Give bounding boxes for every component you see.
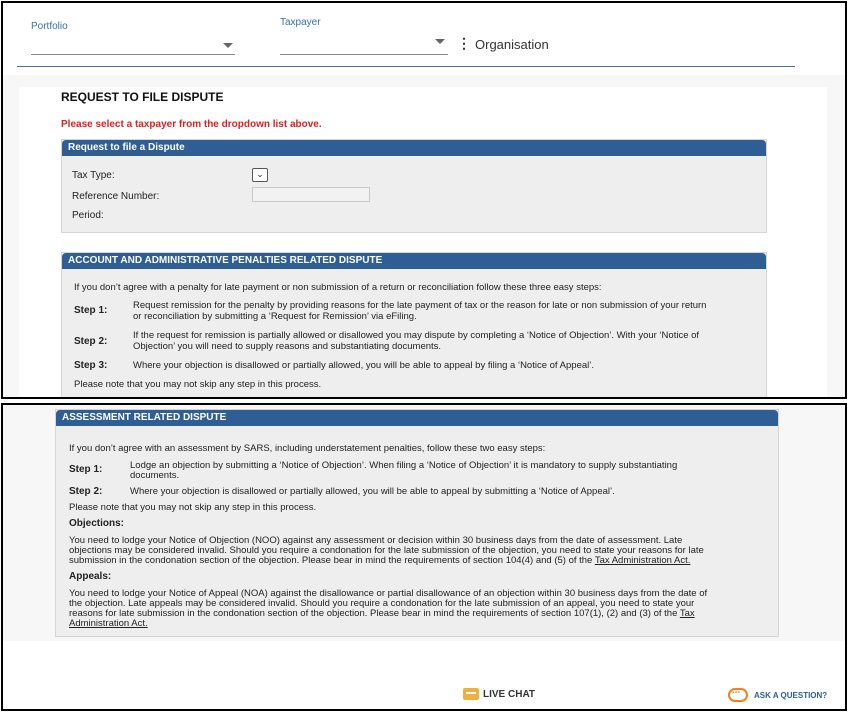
assessment-intro: If you don’t agree with an assessment by SARS, including understatement penalties, follow these two easy steps: (69, 443, 546, 454)
portfolio-dropdown[interactable] (31, 33, 235, 55)
reference-number-input[interactable] (252, 187, 370, 202)
chat-icon (463, 688, 479, 700)
assessment-note: Please note that you may not skip any step in this process. (69, 502, 317, 513)
chevron-down-icon (223, 43, 233, 48)
period-label: Period: (72, 210, 104, 221)
appeals-line-1: You need to lodge your Notice of Appeal (NOA) against the disallowance or partial disallowance of an objection within 30 business days from the date of (69, 588, 708, 599)
header-bar (3, 3, 845, 75)
assessment-step-1-text-cont: documents. (130, 470, 180, 481)
page-title: REQUEST TO FILE DISPUTE (61, 90, 224, 104)
portfolio-underline (31, 54, 235, 55)
reference-number-label: Reference Number: (72, 191, 160, 202)
assessment-step-2-label: Step 2: (69, 486, 103, 497)
tax-type-select[interactable]: ⌄ (252, 168, 268, 182)
speech-bubble-icon (728, 688, 748, 702)
taxpayer-dropdown[interactable] (280, 29, 448, 55)
account-panel-header: ACCOUNT AND ADMINISTRATIVE PENALTIES RELATED DISPUTE (62, 253, 766, 269)
top-frame (1, 1, 847, 399)
request-panel (61, 139, 767, 233)
live-chat-button[interactable] (463, 688, 535, 700)
account-note: Please note that you may not skip any step in this process. (74, 379, 322, 390)
appeals-heading: Appeals: (69, 571, 112, 582)
account-step-3-label: Step 3: (74, 360, 108, 371)
bottom-frame (1, 403, 847, 711)
account-penalties-panel (61, 252, 767, 399)
account-step-1-label: Step 1: (74, 305, 108, 316)
organisation-label[interactable]: Organisation (475, 37, 549, 52)
live-chat-label: LIVE CHAT (483, 688, 536, 700)
account-step-3-text: Where your objection is disallowed or partially allowed, you will be able to appeal by filing a ‘Notice of Appeal’. (133, 360, 595, 371)
appeals-line-3 (69, 608, 695, 619)
objections-line-2: objections may be considered invalid. Should you require a condonation for the late submission of the objection, you need to state your reasons for late (69, 545, 704, 556)
assessment-step-2-text: Where your objection is disallowed or partially allowed, you will be able to appeal by submitting a ‘Notice of Appeal’. (130, 486, 615, 497)
appeals-line-2: the objection. Late appeals may be considered invalid. Should you require a condonation for the late submission of an appeal, you need to state your (69, 598, 695, 609)
objections-line-3 (69, 555, 690, 566)
portfolio-label: Portfolio (31, 21, 68, 32)
account-step-1-text-cont: or reconciliation by submitting a ‘Request for Remission’ via eFiling. (133, 311, 417, 322)
more-vert-icon[interactable]: ⋮ (457, 35, 471, 51)
tax-administration-act-link-2[interactable]: Administration Act. (69, 618, 148, 629)
tax-administration-act-link[interactable]: Tax Administration Act. (594, 555, 691, 566)
assessment-step-1-text: Lodge an objection by submitting a ‘Notice of Objection’. When filing a ‘Notice of Objection’ it is mandatory to supply substantiating (130, 460, 678, 471)
request-panel-header: Request to file a Dispute (62, 140, 766, 156)
account-step-2-label: Step 2: (74, 336, 108, 347)
taxpayer-underline (280, 54, 448, 55)
objections-line-3-text: submission in the condonation section of the objection. Please bear in mind the requirements of section 104(4) and (5) of the (69, 555, 593, 566)
warning-message: Please select a taxpayer from the dropdown list above. (61, 119, 322, 130)
account-step-1-text: Request remission for the penalty by providing reasons for the late payment of tax or the reason for late or non submission of your return (133, 300, 707, 311)
assessment-step-1-label: Step 1: (69, 464, 103, 475)
objections-heading: Objections: (69, 518, 125, 529)
assessment-panel-header: ASSESSMENT RELATED DISPUTE (56, 410, 778, 426)
account-intro: If you don’t agree with a penalty for late payment or non submission of a return or reconciliation follow these three easy steps: (74, 282, 602, 293)
header-divider (17, 66, 795, 67)
tax-type-label: Tax Type: (72, 170, 115, 181)
ask-question-button[interactable] (728, 688, 827, 702)
account-step-2-text: If the request for remission is partially allowed or disallowed you may dispute by completing a ‘Notice of Objection’. With your ‘Notice of (133, 330, 700, 341)
objections-line-1: You need to lodge your Notice of Objection (NOO) against any assessment or decision within 30 business days from the date of assessment. Late (69, 535, 683, 546)
chevron-down-icon (435, 39, 445, 44)
appeals-line-3-text: reasons for late submission in the condonation section of the objection. Please bear in mind the requirements of section 107(1), (2) and (3) of the (69, 608, 678, 619)
account-step-2-text-cont: Objection’ you will need to supply reasons and substantiating documents. (133, 341, 442, 352)
tax-link-part-1[interactable]: Tax (679, 608, 695, 619)
taxpayer-label: Taxpayer (280, 17, 321, 28)
ask-question-label: ASK A QUESTION? (754, 690, 828, 700)
